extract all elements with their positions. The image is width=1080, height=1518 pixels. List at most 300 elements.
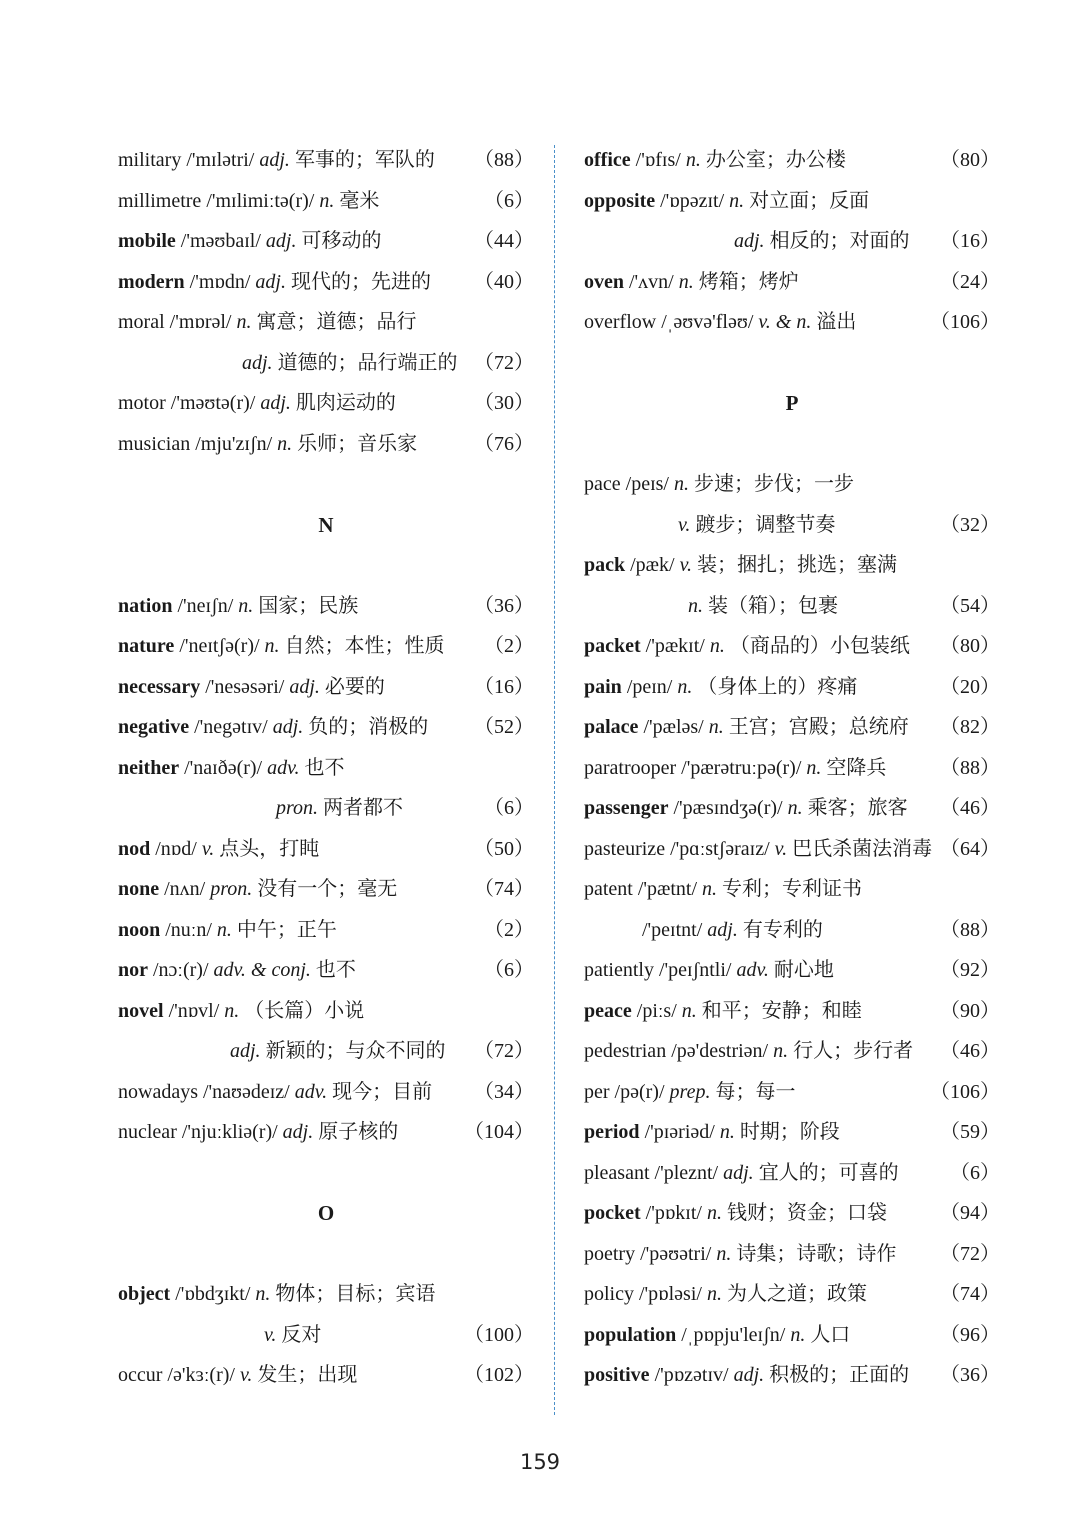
part-of-speech: n.	[681, 999, 697, 1022]
definition: 专利；专利证书	[722, 878, 863, 900]
vocab-entry	[584, 829, 1000, 870]
phonetic: /'pætnt/	[637, 878, 698, 900]
part-of-speech: v.	[679, 554, 692, 576]
page-ref: （59）	[940, 1121, 1000, 1143]
definition: 也不	[315, 959, 356, 981]
vocab-entry	[118, 1031, 534, 1072]
vocab-entry	[584, 1274, 1000, 1315]
blank-line	[118, 545, 534, 586]
page-ref: （2）	[484, 918, 534, 941]
part-of-speech: n.	[224, 999, 240, 1022]
phonetic: /'pɒləsi/	[639, 1283, 702, 1305]
headword: noon	[118, 918, 161, 941]
vocab-entry	[118, 829, 534, 870]
headword: necessary	[118, 675, 201, 698]
page-ref: （72）	[940, 1242, 1000, 1265]
part-of-speech: adj.	[259, 149, 290, 171]
definition: 烤箱；烤炉	[698, 270, 799, 293]
definition: 相反的；对面的	[769, 230, 910, 252]
part-of-speech: v.	[678, 513, 691, 536]
phonetic: /pə'destriən/	[671, 1040, 769, 1062]
page-ref: （6）	[484, 797, 534, 819]
blank-line	[118, 1153, 534, 1194]
headword: patent	[584, 878, 633, 900]
part-of-speech: n.	[708, 716, 724, 738]
part-of-speech: pron.	[276, 797, 319, 819]
headword: peace	[584, 999, 632, 1022]
part-of-speech: adj.	[289, 675, 320, 698]
part-of-speech: n.	[790, 1323, 806, 1346]
page-ref: （36）	[474, 594, 534, 617]
part-of-speech: v.	[774, 837, 788, 860]
page-ref: （6）	[484, 959, 534, 981]
headword: oven	[584, 270, 624, 293]
definition: （长篇）小说	[244, 999, 365, 1022]
page-number: 159	[519, 1450, 561, 1474]
page-ref: （52）	[474, 716, 534, 738]
headword: pain	[584, 675, 622, 698]
page-ref: （80）	[940, 149, 1000, 171]
headword: nor	[118, 959, 148, 981]
column-divider	[554, 145, 555, 1415]
part-of-speech: n.	[216, 918, 232, 941]
vocab-entry	[118, 1355, 534, 1396]
definition: 可移动的	[301, 230, 382, 252]
vocab-entry	[584, 1355, 1000, 1396]
part-of-speech: n.	[706, 1202, 722, 1224]
definition: 空降兵	[826, 756, 887, 779]
vocab-entry	[584, 667, 1000, 708]
definition: 钱财；资金；口袋	[726, 1202, 887, 1224]
part-of-speech: n.	[673, 473, 689, 495]
vocab-entry	[118, 869, 534, 910]
phonetic: /ˌpɒpju'leɪʃn/	[681, 1323, 786, 1346]
headword: palace	[584, 716, 639, 738]
phonetic: /'məʊtə(r)/	[170, 392, 256, 414]
phonetic: /'mɒdn/	[189, 270, 251, 293]
part-of-speech: n.	[729, 189, 745, 212]
part-of-speech: n.	[264, 635, 280, 657]
vocab-entry	[118, 181, 534, 222]
page-ref: （102）	[464, 1364, 534, 1386]
vocab-entry	[118, 221, 534, 262]
vocab-entry	[584, 1112, 1000, 1153]
definition: 宜人的；可喜的	[758, 1161, 899, 1184]
part-of-speech: n.	[806, 756, 822, 779]
part-of-speech: adj.	[282, 1121, 314, 1143]
phonetic: /'pækɪt/	[645, 635, 705, 657]
headword: none	[118, 878, 160, 900]
headword: nature	[118, 635, 175, 657]
vocab-entry	[584, 748, 1000, 789]
phonetic: /'mɒrəl/	[169, 311, 232, 333]
headword: pace	[584, 473, 621, 495]
definition: 王宫；宫殿；总统府	[728, 716, 909, 738]
vocab-entry	[118, 424, 534, 465]
phonetic: /nʌn/	[164, 878, 206, 900]
headword: packet	[584, 635, 641, 657]
part-of-speech: v.	[201, 837, 215, 860]
headword: modern	[118, 270, 185, 293]
phonetic: /peɪn/	[626, 675, 673, 698]
headword: object	[118, 1283, 171, 1305]
vocab-entry	[118, 950, 534, 991]
page-ref: （24）	[940, 270, 1000, 293]
part-of-speech: v. & n.	[758, 311, 812, 333]
definition: 负的；消极的	[308, 716, 429, 738]
phonetic: /pə(r)/	[614, 1080, 665, 1103]
phonetic: /'mɪlimiːtə(r)/	[206, 189, 315, 212]
definition: 中午；正午	[236, 918, 337, 941]
phonetic: /mju'zɪʃn/	[195, 432, 273, 455]
phonetic: /'negətɪv/	[194, 716, 268, 738]
vocab-entry	[118, 1112, 534, 1153]
definition: 时期；阶段	[739, 1121, 840, 1143]
phonetic: /nɔː(r)/	[153, 959, 209, 981]
part-of-speech: n.	[685, 149, 701, 171]
headword: pedestrian	[584, 1040, 667, 1062]
part-of-speech: adv.	[294, 1080, 328, 1103]
vocab-entry	[584, 1072, 1000, 1113]
phonetic: /'naʊədeɪz/	[202, 1080, 290, 1103]
phonetic: /'pɒkɪt/	[645, 1202, 702, 1224]
vocab-entry	[584, 869, 1000, 910]
page-ref: （88）	[474, 149, 534, 171]
vocab-entry	[118, 991, 534, 1032]
part-of-speech: n.	[277, 432, 293, 455]
vocab-entry	[584, 950, 1000, 991]
definition: 现今；目前	[332, 1080, 433, 1103]
headword: novel	[118, 999, 164, 1022]
headword: period	[584, 1121, 640, 1143]
definition: 步速；步伐；一步	[693, 473, 854, 495]
page-ref: （36）	[940, 1364, 1000, 1386]
page-ref: （54）	[940, 594, 1000, 617]
vocab-entry	[584, 1193, 1000, 1234]
definition: 物体；目标；宾语	[275, 1283, 436, 1305]
phonetic: /nuːn/	[165, 918, 212, 941]
vocab-entry	[584, 545, 1000, 586]
vocab-entry	[584, 1031, 1000, 1072]
vocab-entry	[584, 707, 1000, 748]
part-of-speech: adj.	[707, 918, 738, 941]
phonetic: /'məʊbaɪl/	[180, 230, 261, 252]
headword: positive	[584, 1364, 650, 1386]
page-ref: （20）	[940, 675, 1000, 698]
definition: 寓意；道德；品行	[256, 311, 417, 333]
part-of-speech: adj.	[265, 230, 297, 252]
definition: 反对	[281, 1323, 322, 1346]
definition: 道德的；品行端正的	[277, 351, 458, 374]
definition: 必要的	[324, 675, 385, 698]
page-ref: （16）	[940, 230, 1000, 252]
page-ref: （72）	[474, 351, 534, 374]
part-of-speech: n.	[238, 594, 254, 617]
phonetic: /'pleznt/	[654, 1161, 719, 1184]
part-of-speech: adj.	[272, 716, 304, 738]
left-column	[118, 140, 534, 1396]
vocab-entry	[118, 788, 534, 829]
vocab-entry	[118, 383, 534, 424]
page-ref: （50）	[474, 837, 534, 860]
part-of-speech: n.	[787, 797, 803, 819]
headword: musician	[118, 432, 191, 455]
page-ref: （2）	[484, 635, 534, 657]
definition: 办公室；办公楼	[705, 149, 846, 171]
page-ref: （46）	[940, 1040, 1000, 1062]
headword: office	[584, 149, 631, 171]
part-of-speech: adv.	[736, 959, 769, 981]
phonetic: /ˌəʊvə'fləʊ/	[661, 311, 754, 333]
page-ref: （64）	[940, 837, 1000, 860]
headword: nowadays	[118, 1080, 198, 1103]
headword: negative	[118, 716, 190, 738]
headword: nation	[118, 594, 173, 617]
headword: moral	[118, 311, 165, 333]
headword: per	[584, 1080, 610, 1103]
part-of-speech: adj.	[255, 270, 286, 293]
vocab-entry	[118, 302, 534, 343]
headword: passenger	[584, 797, 669, 819]
phonetic: /'njuːkliə(r)/	[181, 1121, 278, 1143]
vocab-entry	[584, 262, 1000, 303]
page-ref: （96）	[940, 1323, 1000, 1346]
definition: 有专利的	[742, 918, 823, 941]
blank-line	[118, 464, 534, 505]
definition: 行人；步行者	[793, 1040, 914, 1062]
page-ref: （106）	[930, 311, 1000, 333]
phonetic: /'pɒzətɪv/	[654, 1364, 729, 1386]
part-of-speech: n.	[773, 1040, 789, 1062]
headword: paratrooper	[584, 756, 677, 779]
part-of-speech: prep.	[669, 1080, 711, 1103]
phonetic: /'ɒbdʒɪkt/	[175, 1283, 251, 1305]
part-of-speech: n.	[709, 635, 725, 657]
part-of-speech: n.	[255, 1283, 271, 1305]
page-ref: （80）	[940, 635, 1000, 657]
page-ref: （6）	[484, 189, 534, 212]
vocab-entry	[118, 748, 534, 789]
phonetic: /'mɪlətri/	[186, 149, 255, 171]
headword: poetry	[584, 1242, 636, 1265]
page-ref: （16）	[474, 675, 534, 698]
definition: 国家；民族	[258, 594, 359, 617]
phonetic: /nɒd/	[155, 837, 197, 860]
headword: pocket	[584, 1202, 641, 1224]
vocab-entry	[118, 1315, 534, 1356]
phonetic: /'pæsɪndʒə(r)/	[673, 797, 783, 819]
definition: 发生；出现	[257, 1364, 358, 1386]
definition: 新颖的；与众不同的	[265, 1040, 446, 1062]
headword: nod	[118, 837, 151, 860]
part-of-speech: n.	[716, 1242, 732, 1265]
definition: 溢出	[816, 311, 857, 333]
part-of-speech: n.	[677, 675, 693, 698]
definition: 点头，打盹	[219, 837, 320, 860]
part-of-speech: adj.	[260, 392, 291, 414]
part-of-speech: n.	[319, 189, 335, 212]
phonetic: /'pəʊətri/	[640, 1242, 712, 1265]
phonetic: /'naɪðə(r)/	[184, 756, 263, 779]
phonetic: /piːs/	[636, 999, 677, 1022]
phonetic: /pæk/	[630, 554, 675, 576]
headword: military	[118, 149, 182, 171]
page-ref: （40）	[474, 270, 534, 293]
definition: 也不	[304, 756, 345, 779]
vocab-entry	[584, 140, 1000, 181]
vocab-entry	[584, 505, 1000, 546]
headword: pack	[584, 554, 626, 576]
vocab-entry	[118, 626, 534, 667]
section-letter: P	[785, 391, 799, 415]
page-ref: （88）	[940, 918, 1000, 941]
headword: millimetre	[118, 189, 202, 212]
phonetic: /'nesəsəri/	[205, 675, 285, 698]
definition: （身体上的）疼痛	[697, 675, 858, 698]
page-ref: （34）	[474, 1080, 534, 1103]
vocab-entry	[118, 1274, 534, 1315]
definition: 自然；本性；性质	[284, 635, 445, 657]
headword: opposite	[584, 189, 656, 212]
part-of-speech: v.	[239, 1364, 253, 1386]
page-ref: （6）	[950, 1161, 1000, 1184]
headword: occur	[118, 1364, 163, 1386]
page-ref: （104）	[464, 1121, 534, 1143]
phonetic: /'ʌvn/	[629, 270, 674, 293]
page-ref: （100）	[464, 1323, 534, 1346]
page-ref: （74）	[940, 1283, 1000, 1305]
vocab-entry	[584, 1234, 1000, 1275]
phonetic: /peɪs/	[625, 473, 669, 495]
vocab-entry	[584, 626, 1000, 667]
page-ref: （94）	[940, 1202, 1000, 1224]
vocab-entry	[118, 586, 534, 627]
definition: 没有一个；毫无	[257, 878, 398, 900]
definition: 原子核的	[318, 1121, 399, 1143]
headword: neither	[118, 756, 180, 779]
headword: pasteurize	[584, 837, 666, 860]
blank-line	[584, 343, 1000, 384]
definition: 每；每一	[715, 1080, 796, 1103]
phonetic: /'nɒvl/	[168, 999, 220, 1022]
definition: 人口	[810, 1323, 851, 1346]
definition: 踱步；调整节奏	[695, 513, 836, 536]
definition: 毫米	[339, 189, 380, 212]
phonetic: /'ɒpəzɪt/	[660, 189, 725, 212]
page-ref: （46）	[940, 797, 1000, 819]
definition: 为人之道；政策	[726, 1283, 867, 1305]
page-ref: （82）	[940, 716, 1000, 738]
phonetic: /'ɒfɪs/	[635, 149, 681, 171]
headword: motor	[118, 392, 166, 414]
part-of-speech: n.	[678, 270, 694, 293]
page-ref: （44）	[474, 230, 534, 252]
part-of-speech: n.	[702, 878, 718, 900]
blank-line	[118, 1234, 534, 1275]
definition: 装（箱）；包裹	[708, 594, 838, 617]
vocab-entry	[584, 991, 1000, 1032]
headword: patiently	[584, 959, 654, 981]
page-ref: （106）	[930, 1080, 1000, 1103]
definition: 积极的；正面的	[769, 1364, 910, 1386]
phonetic: /'peɪʃntli/	[658, 959, 732, 981]
section-letter: N	[318, 512, 334, 537]
phonetic: /'neɪtʃə(r)/	[179, 635, 260, 657]
part-of-speech: n.	[236, 311, 252, 333]
definition: 巴氏杀菌法消毒	[792, 837, 933, 860]
page-ref: （90）	[940, 999, 1000, 1022]
part-of-speech: adj.	[734, 230, 765, 252]
phonetic: /'pɑːstʃəraɪz/	[670, 837, 770, 860]
part-of-speech: n.	[688, 594, 703, 617]
vocab-entry	[584, 302, 1000, 343]
phonetic: /ə'kɜː(r)/	[167, 1364, 235, 1386]
part-of-speech: adj.	[230, 1040, 261, 1062]
part-of-speech: n.	[719, 1121, 735, 1143]
definition: 军事的；军队的	[294, 149, 435, 171]
vocab-entry	[118, 140, 534, 181]
headword: population	[584, 1323, 677, 1346]
definition: 诗集；诗歌；诗作	[736, 1242, 897, 1265]
definition: 现代的；先进的	[290, 270, 431, 293]
vocab-entry	[584, 221, 1000, 262]
part-of-speech: adv. & conj.	[213, 959, 311, 981]
section-letter: O	[317, 1201, 335, 1225]
definition: 乐师；音乐家	[297, 432, 418, 455]
vocab-entry	[584, 181, 1000, 222]
vocab-entry	[118, 343, 534, 384]
part-of-speech: pron.	[210, 878, 253, 900]
part-of-speech: adj.	[723, 1161, 754, 1184]
headword: policy	[584, 1283, 634, 1305]
definition: 对立面；反面	[749, 189, 870, 212]
page-ref: （74）	[474, 878, 534, 900]
vocab-entry	[584, 586, 1000, 627]
page-ref: （88）	[940, 756, 1000, 779]
vocab-entry	[118, 667, 534, 708]
definition: （商品的）小包装纸	[729, 635, 910, 657]
headword: overflow	[584, 311, 657, 333]
vocab-entry	[584, 910, 1000, 951]
part-of-speech: adv.	[267, 756, 300, 779]
page-ref: （76）	[474, 432, 534, 455]
right-column	[584, 140, 1000, 1396]
vocab-entry	[118, 262, 534, 303]
part-of-speech: n.	[706, 1283, 722, 1305]
page-ref: （30）	[474, 392, 534, 414]
vocab-entry	[584, 1315, 1000, 1356]
headword: mobile	[118, 230, 176, 252]
phonetic: /'pærətruːpə(r)/	[681, 756, 802, 779]
page-ref: （32）	[940, 513, 1000, 536]
phonetic: /'neɪʃn/	[177, 594, 234, 617]
page-ref: （92）	[940, 959, 1000, 981]
definition: 肌肉运动的	[295, 392, 396, 414]
definition: 和平；安静；和睦	[701, 999, 862, 1022]
headword: pleasant	[584, 1161, 650, 1184]
blank-line	[584, 424, 1000, 465]
definition: 装；捆扎；挑选；塞满	[696, 554, 897, 576]
headword: nuclear	[118, 1121, 177, 1143]
vocab-entry	[118, 707, 534, 748]
part-of-speech: adj.	[733, 1364, 765, 1386]
vocab-entry	[584, 788, 1000, 829]
vocab-entry	[584, 1153, 1000, 1194]
definition: 两者都不	[323, 797, 404, 819]
definition: 耐心地	[773, 959, 834, 981]
phonetic: /'pæləs/	[643, 716, 704, 738]
vocab-entry	[118, 1072, 534, 1113]
